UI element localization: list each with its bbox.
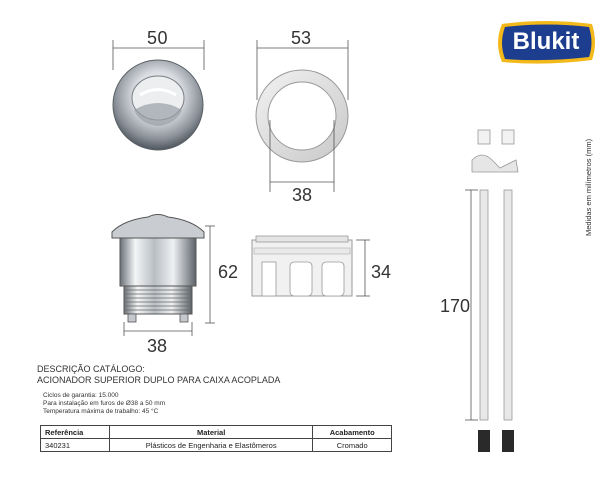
dim-body-base: 38 [147,336,168,356]
threaded-rods-view [465,130,518,452]
cell-reference: 340231 [41,439,110,452]
header-reference: Referência [41,426,110,439]
table-row [41,439,392,452]
dim-body-height: 62 [218,262,239,282]
spec-installation: Para instalação em furos de Ø38 a 50 mm [43,400,166,407]
dim-rod-length: 170 [440,296,471,316]
spec-temperature: Temperatura máxima de trabalho: 45 °C [43,408,159,415]
cell-material: Plásticos de Engenharia e Elastômeros [109,439,313,452]
dim-ring-diameter: 53 [291,28,312,48]
units-note: Medidas em milímetros (mm) [584,138,593,236]
dim-ring-inner: 38 [292,185,313,205]
table-header-row [41,426,392,439]
cell-finish: Cromado [313,439,392,452]
push-button-top-view [113,40,204,150]
mounting-frame-side-view [252,236,370,296]
catalog-subtitle: ACIONADOR SUPERIOR DUPLO PARA CAIXA ACOPLADA [37,375,281,385]
header-finish: Acabamento [313,426,392,439]
catalog-title: DESCRIÇÃO CATÁLOGO: [37,364,145,374]
spec-cycles: Ciclos de garantia: 15.000 [43,392,119,399]
brand-name: Blukit [512,28,580,55]
dim-button-diameter: 50 [147,28,169,48]
dim-frame-height: 34 [371,262,392,282]
actuator-body-side-view [112,215,215,337]
header-material: Material [109,426,313,439]
ring-top-view [256,40,348,192]
reference-table [40,425,392,452]
